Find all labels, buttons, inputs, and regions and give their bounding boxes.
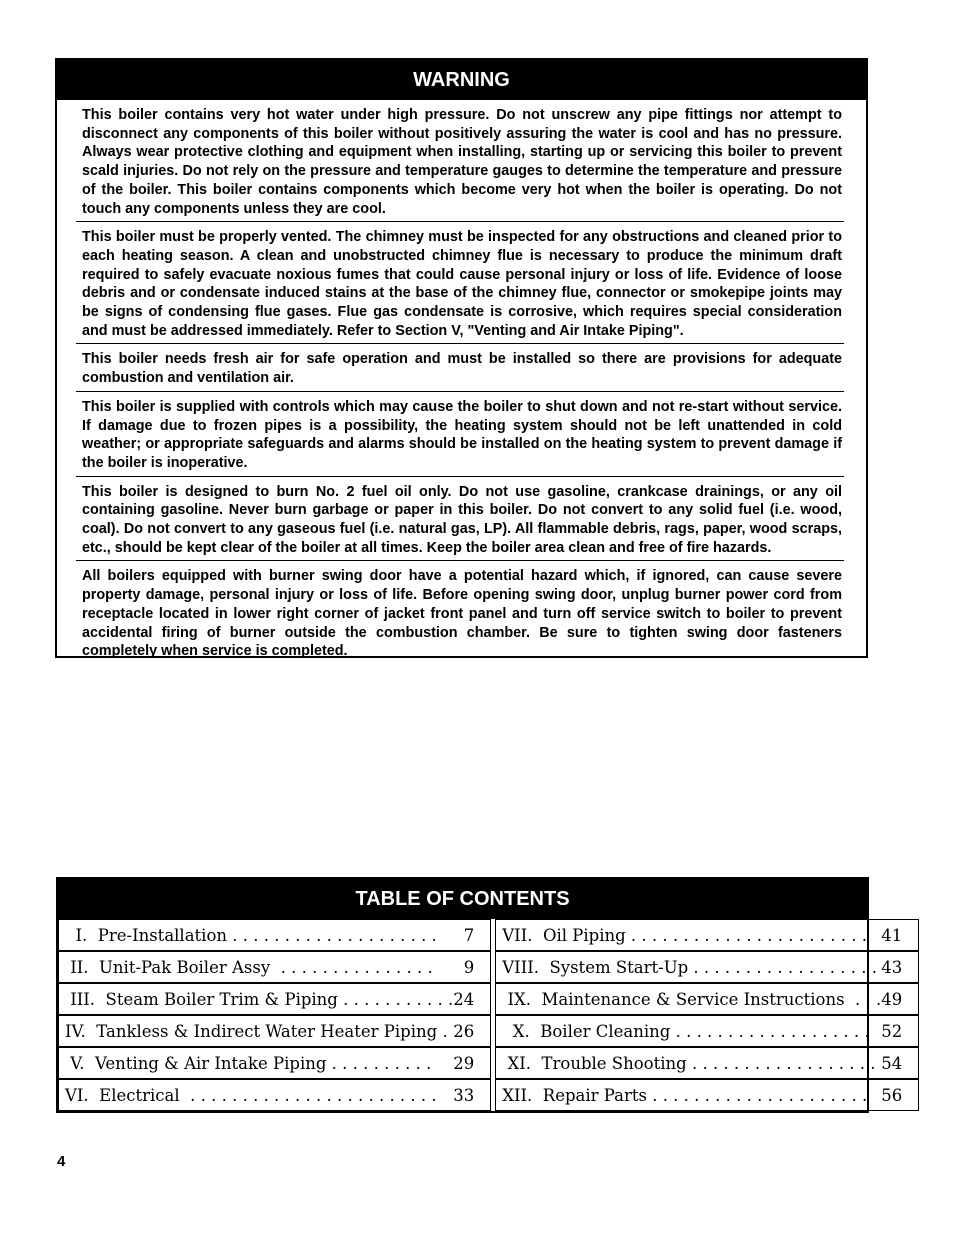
warning-paragraph: This boiler is supplied with controls which may cause the boiler to shut down and not re-start without service. If damage due to frozen pipes is a possibility, the heating system should not be left unattended in cold weather; or appropriate safeguards and alarms should be installed on the heating system to prevent damage if the boiler is inoperative.: [76, 391, 844, 476]
toc-entry-text: VIII. System Start-Up . . . . . . . . . . . . . . . . . .: [502, 957, 877, 977]
toc-entry-text: XII. Repair Parts . . . . . . . . . . . . . . . . . . . . .: [502, 1085, 868, 1105]
toc-entry-text: IX. Maintenance & Service Instructions . . .: [502, 989, 882, 1009]
warning-paragraph: This boiler is designed to burn No. 2 fuel oil only. Do not use gasoline, crankcase drainings, or any oil containing gasoline. Never burn garbage or paper in this boiler. Do not convert to any solid fuel (i.e. wood, coal). Do not convert to any gaseous fuel (i.e. natural gas, LP). All flammable debris, rags, paper, wood scraps, etc., should be kept clear of the boiler at all times. Keep the boiler area clean and free of fire hazards.: [76, 476, 844, 561]
toc-entry-page: 7: [463, 925, 475, 945]
table-of-contents: [56, 877, 903, 1113]
warning-paragraph: This boiler needs fresh air for safe operation and must be installed so there are provisions for adequate combustion and ventilation air.: [76, 343, 844, 390]
warning-paragraph: This boiler must be properly vented. The chimney must be inspected for any obstructions and cleaned prior to each heating season. A clean and unobstructed chimney flue is necessary to produce the minimum draft required to safely evacuate noxious fumes that could cause personal injury or loss of life. Evidence of loose debris and or condensate induced stains at the base of the chimney flue, connector or smokepipe joints may be signs of condensing flue gases. Flue gas condensate is corrosive, which requires special consideration and must be addressed immediately. Refer to Section V, "Venting and Air Intake Piping".: [76, 221, 844, 343]
toc-entry[interactable]: [58, 983, 491, 1015]
toc-entry-page: 52: [881, 1021, 903, 1041]
warning-box: [55, 58, 868, 658]
toc-entry-text: V. Venting & Air Intake Piping . . . . . . . . . .: [65, 1053, 432, 1073]
toc-entry-page: 56: [881, 1085, 903, 1105]
toc-entry[interactable]: [495, 1079, 919, 1111]
toc-entry[interactable]: [495, 951, 919, 983]
toc-entry[interactable]: [495, 1015, 919, 1047]
toc-entry-text: III. Steam Boiler Trim & Piping . . . . . . . . . . .: [65, 989, 454, 1009]
toc-entry-page: 54: [881, 1053, 903, 1073]
toc-entry-page: 26: [453, 1021, 475, 1041]
toc-entry[interactable]: [495, 1047, 919, 1079]
warning-title: WARNING: [57, 60, 866, 100]
toc-entry-page: 33: [453, 1085, 475, 1105]
toc-entry-text: X. Boiler Cleaning . . . . . . . . . . . . . . . . . . .: [502, 1021, 870, 1041]
toc-entry[interactable]: [58, 1047, 491, 1079]
toc-entry[interactable]: [495, 983, 919, 1015]
toc-entry[interactable]: [58, 1015, 491, 1047]
toc-entry-text: IV. Tankless & Indirect Water Heater Piping .: [65, 1021, 448, 1041]
toc-entry-text: VII. Oil Piping . . . . . . . . . . . . . . . . . . . . . . .: [502, 925, 867, 945]
toc-entry-page: 43: [881, 957, 903, 977]
toc-entry-text: I. Pre-Installation . . . . . . . . . . . . . . . . . . . .: [65, 925, 437, 945]
warning-paragraph: All boilers equipped with burner swing door have a potential hazard which, if ignored, can cause severe property damage, personal injury or loss of life. Before opening swing door, unplug burner power cord from receptacle located in lower right corner of jacket front panel and turn off service switch to boiler to prevent accidental firing of burner outside the combustion chamber. Be sure to tighten swing door fasteners completely when service is completed.: [76, 560, 844, 664]
toc-entry[interactable]: [58, 951, 491, 983]
toc-entry-text: II. Unit-Pak Boiler Assy . . . . . . . . . . . . . . .: [65, 957, 433, 977]
toc-entry-page: 9: [463, 957, 475, 977]
toc-entry-page: 49: [881, 989, 903, 1009]
page-number: 4: [57, 1153, 66, 1170]
toc-entry-page: 29: [453, 1053, 475, 1073]
toc-grid: [58, 919, 903, 1111]
toc-entry-page: 41: [881, 925, 903, 945]
warning-paragraph: This boiler contains very hot water under high pressure. Do not unscrew any pipe fittings nor attempt to disconnect any components of this boiler without positively assuring the water is cool and has no pressure. Always wear protective clothing and equipment when installing, starting up or servicing this boiler to prevent scald injuries. Do not rely on the pressure and temperature gauges to determine the temperature and pressure of the boiler. This boiler contains components which become very hot when the boiler is operating. Do not touch any components unless they are cool.: [82, 107, 842, 217]
toc-entry-text: XI. Trouble Shooting . . . . . . . . . . . . . . . . . .: [502, 1053, 876, 1073]
toc-title: TABLE OF CONTENTS: [58, 879, 867, 919]
toc-entry[interactable]: [58, 1079, 491, 1111]
toc-entry-text: VI. Electrical . . . . . . . . . . . . . . . . . . . . . . . .: [65, 1085, 437, 1105]
warning-paragraph-list: [76, 100, 844, 664]
toc-entry-page: 24: [453, 989, 475, 1009]
toc-entry[interactable]: [495, 919, 919, 951]
toc-entry[interactable]: [58, 919, 491, 951]
